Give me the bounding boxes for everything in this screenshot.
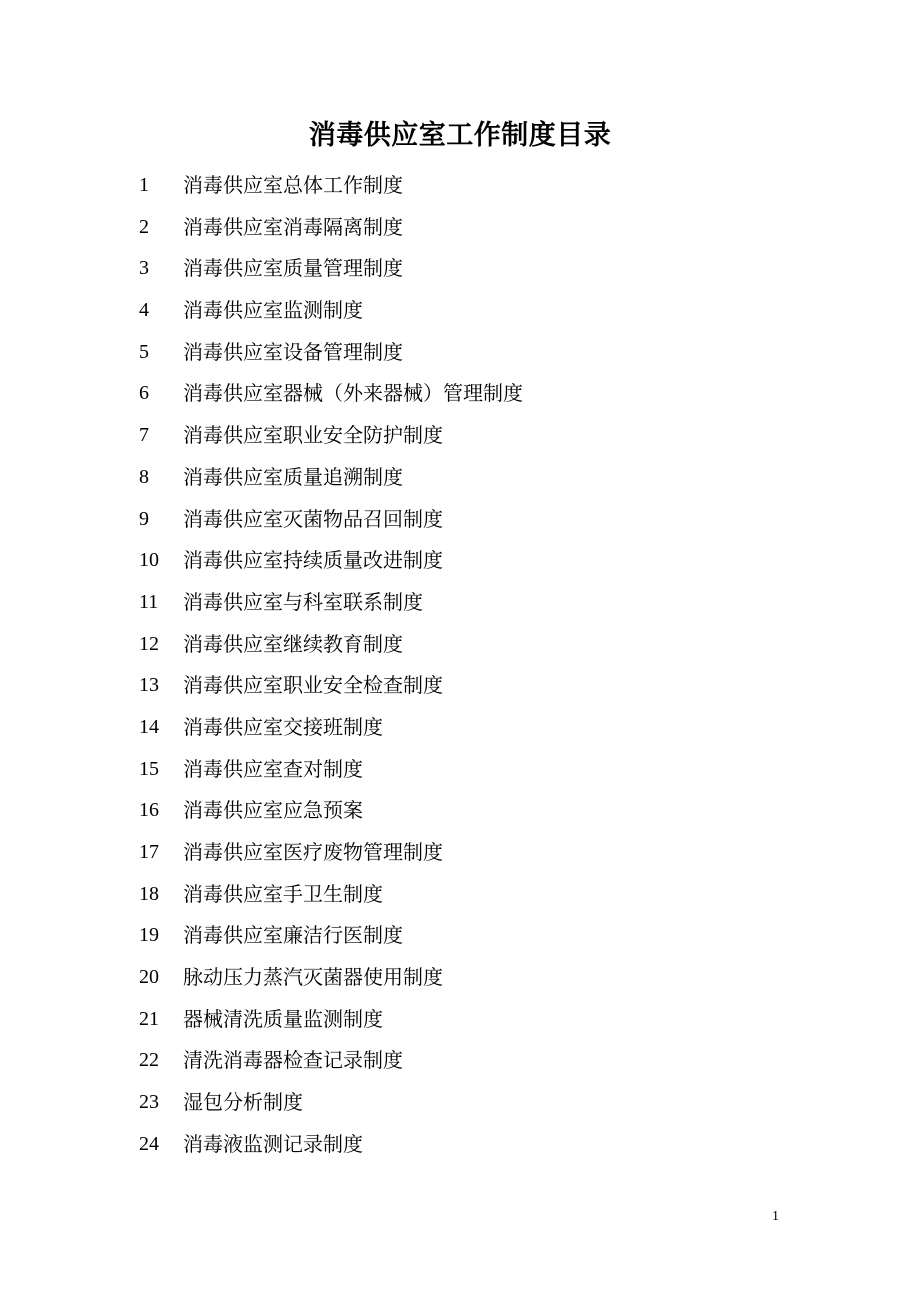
list-item bbox=[0, 999, 920, 1041]
item-title: 消毒供应室继续教育制度 bbox=[183, 631, 403, 656]
item-title: 消毒供应室灭菌物品召回制度 bbox=[183, 506, 443, 531]
item-title: 消毒供应室设备管理制度 bbox=[183, 339, 403, 364]
item-title: 清洗消毒器检查记录制度 bbox=[183, 1048, 403, 1073]
list-item bbox=[0, 1124, 920, 1166]
item-number: 22 bbox=[139, 1049, 159, 1072]
page-title: 消毒供应室工作制度目录 bbox=[308, 120, 612, 151]
list-item bbox=[0, 874, 920, 916]
item-number: 11 bbox=[139, 590, 159, 613]
item-title: 消毒供应室质量管理制度 bbox=[183, 256, 403, 281]
item-title: 消毒供应室与科室联系制度 bbox=[183, 589, 423, 614]
item-title: 器械清洗质量监测制度 bbox=[183, 1006, 383, 1031]
item-number: 17 bbox=[139, 841, 159, 863]
item-title: 消毒供应室器械（外来器械）管理制度 bbox=[183, 381, 523, 406]
list-item bbox=[0, 373, 920, 415]
list-item bbox=[0, 790, 920, 832]
list-item bbox=[0, 499, 920, 541]
item-number: 1 bbox=[139, 174, 149, 196]
list-item bbox=[0, 707, 920, 749]
list-item bbox=[0, 290, 920, 332]
list-item bbox=[0, 1082, 920, 1124]
item-title: 消毒供应室交接班制度 bbox=[183, 714, 383, 739]
list-item bbox=[0, 665, 920, 707]
item-title: 消毒供应室持续质量改进制度 bbox=[183, 548, 443, 573]
item-title: 消毒供应室职业安全防护制度 bbox=[183, 423, 443, 448]
list-item bbox=[0, 332, 920, 374]
item-title: 消毒供应室医疗废物管理制度 bbox=[183, 840, 443, 864]
item-number: 12 bbox=[139, 632, 159, 655]
list-item bbox=[0, 248, 920, 290]
item-number: 13 bbox=[139, 674, 159, 697]
item-title: 消毒供应室消毒隔离制度 bbox=[183, 214, 403, 239]
list-item bbox=[0, 915, 920, 957]
item-number: 20 bbox=[139, 966, 159, 989]
item-title: 消毒供应室廉洁行医制度 bbox=[183, 923, 403, 948]
item-number: 6 bbox=[139, 382, 149, 405]
item-number: 9 bbox=[139, 507, 149, 530]
item-number: 21 bbox=[139, 1007, 159, 1030]
list-item bbox=[0, 1040, 920, 1082]
item-title: 消毒供应室质量追溯制度 bbox=[183, 464, 403, 489]
item-number: 3 bbox=[139, 257, 149, 280]
list-item bbox=[0, 582, 920, 624]
list-item bbox=[0, 624, 920, 666]
page-number: 1 bbox=[772, 1209, 779, 1224]
item-title: 消毒供应室职业安全检查制度 bbox=[183, 673, 443, 698]
item-number: 16 bbox=[139, 799, 159, 822]
item-number: 10 bbox=[139, 549, 159, 572]
item-number: 8 bbox=[139, 465, 149, 488]
list-item bbox=[0, 415, 920, 457]
item-number: 5 bbox=[139, 340, 149, 363]
item-title: 消毒供应室应急预案 bbox=[183, 798, 363, 823]
item-number: 14 bbox=[139, 715, 159, 738]
item-number: 4 bbox=[139, 299, 149, 322]
item-title: 脉动压力蒸汽灭菌器使用制度 bbox=[183, 965, 443, 990]
item-title: 消毒供应室手卫生制度 bbox=[183, 881, 383, 906]
item-number: 19 bbox=[139, 924, 159, 947]
list-item bbox=[0, 457, 920, 499]
item-number: 2 bbox=[139, 215, 149, 238]
item-title: 消毒供应室总体工作制度 bbox=[183, 173, 403, 197]
list-item bbox=[0, 540, 920, 582]
item-number: 15 bbox=[139, 757, 159, 780]
item-title: 湿包分析制度 bbox=[183, 1090, 303, 1115]
item-title: 消毒供应室监测制度 bbox=[183, 298, 363, 323]
item-number: 7 bbox=[139, 424, 149, 447]
list-item bbox=[0, 207, 920, 249]
list-item bbox=[0, 957, 920, 999]
toc-list bbox=[0, 165, 920, 1166]
list-item bbox=[0, 749, 920, 791]
item-number: 23 bbox=[139, 1091, 159, 1114]
list-item bbox=[0, 165, 920, 207]
item-number: 24 bbox=[139, 1132, 159, 1155]
item-title: 消毒液监测记录制度 bbox=[183, 1131, 363, 1156]
list-item bbox=[0, 832, 920, 874]
item-number: 18 bbox=[139, 882, 159, 905]
item-title: 消毒供应室查对制度 bbox=[183, 756, 363, 781]
